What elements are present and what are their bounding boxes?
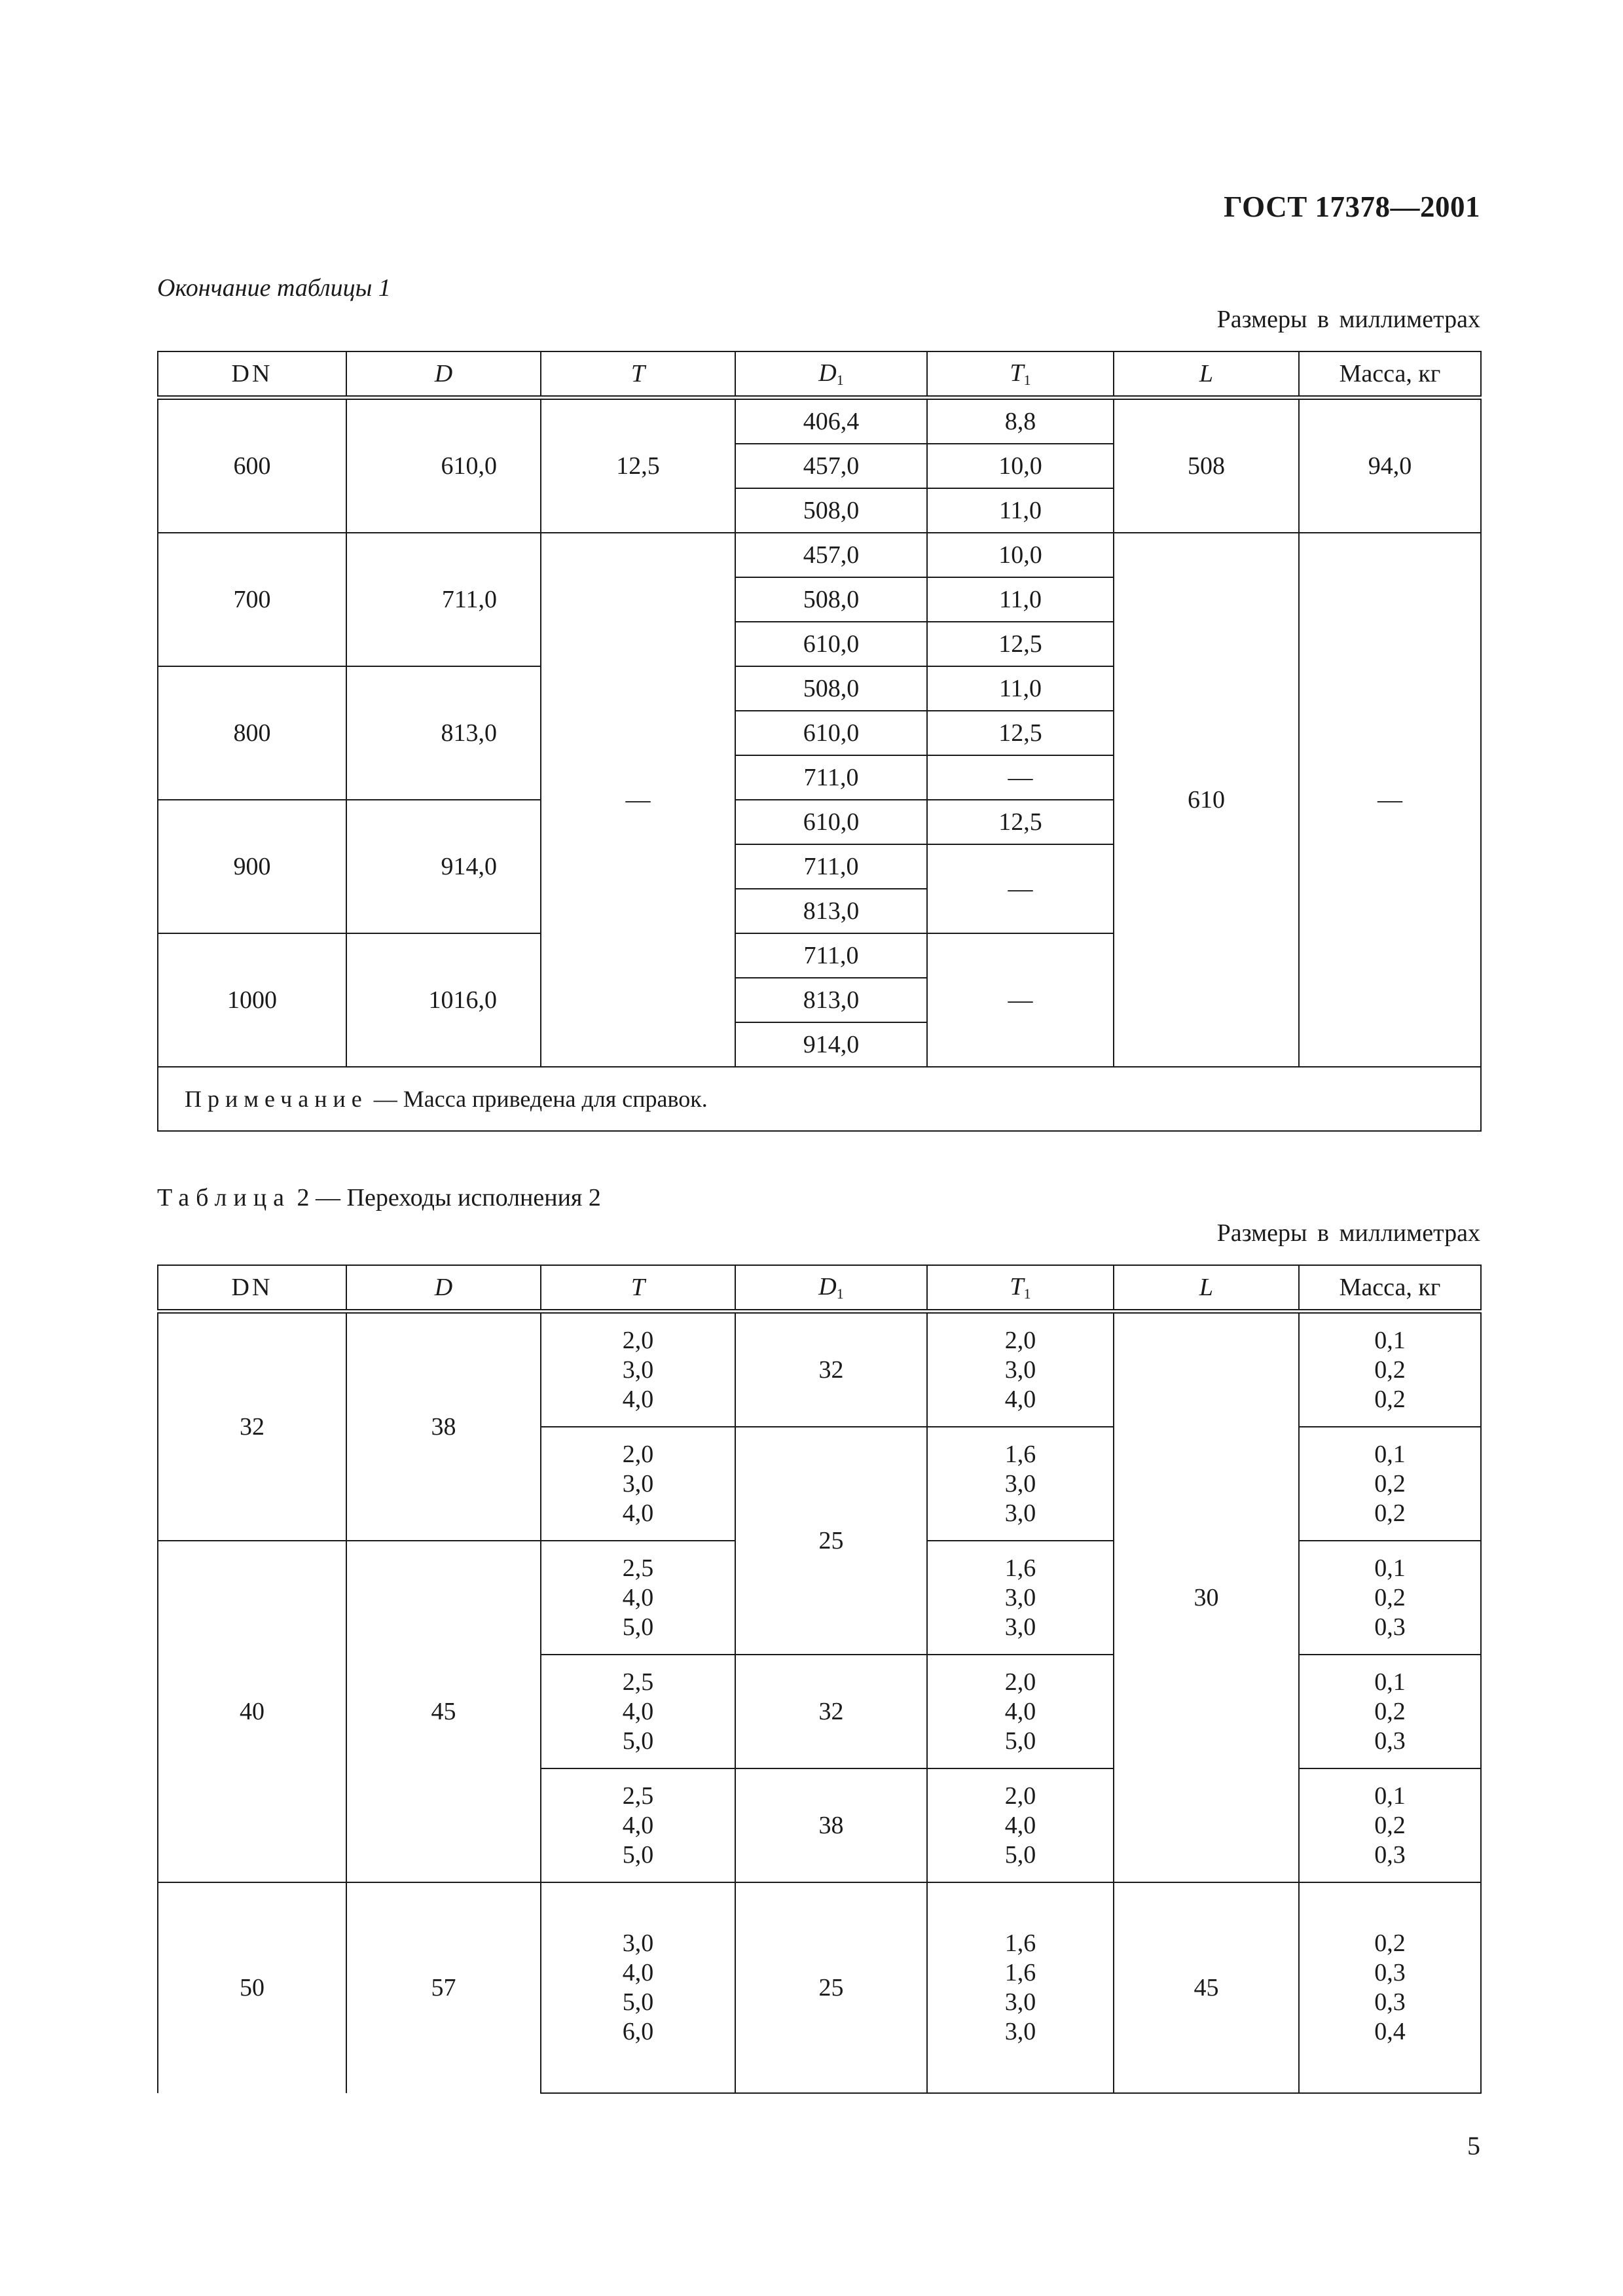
cell-d: 45 xyxy=(346,1541,541,1882)
cell-t1: 8,8 xyxy=(927,398,1114,444)
cell-d1: 711,0 xyxy=(735,933,927,978)
cell-l: 45 xyxy=(1114,1882,1299,2093)
cell-dn: 700 xyxy=(158,533,346,666)
table-row xyxy=(158,1882,1481,2093)
cell-t1: 2,0 3,0 4,0 xyxy=(927,1312,1114,1427)
cell-t1: 11,0 xyxy=(927,577,1114,622)
cell-d1: 508,0 xyxy=(735,488,927,533)
note-text: — Масса приведена для справок. xyxy=(367,1086,708,1112)
cell-d: 610,0 xyxy=(346,398,541,533)
col-header-t: T xyxy=(541,351,735,398)
cell-t1: 12,5 xyxy=(927,711,1114,755)
cell-d: 914,0 xyxy=(346,800,541,933)
cell-t1: 10,0 xyxy=(927,533,1114,577)
cell-d1: 508,0 xyxy=(735,666,927,711)
cell-d1: 610,0 xyxy=(735,622,927,666)
cell-t1: 12,5 xyxy=(927,800,1114,844)
col-header-dn: DN xyxy=(158,351,346,398)
cell-t1: 12,5 xyxy=(927,622,1114,666)
cell-t1: — xyxy=(927,844,1114,933)
cell-d: 813,0 xyxy=(346,666,541,800)
note-label: Примечание xyxy=(185,1086,368,1112)
col-header-dn: DN xyxy=(158,1265,346,1312)
cell-dn: 600 xyxy=(158,398,346,533)
cell-d1: 508,0 xyxy=(735,577,927,622)
col-header-t1: $T_1$ xyxy=(927,1265,1114,1312)
cell-mass: — xyxy=(1299,533,1481,1067)
cell-t1: 2,0 4,0 5,0 xyxy=(927,1655,1114,1768)
cell-t1: 1,6 3,0 3,0 xyxy=(927,1541,1114,1655)
cell-d1: 32 xyxy=(735,1655,927,1768)
cell-d1: 813,0 xyxy=(735,978,927,1022)
cell-dn: 900 xyxy=(158,800,346,933)
table-row xyxy=(158,533,1481,577)
cell-d1: 38 xyxy=(735,1768,927,1882)
col-header-mass: Масса, кг xyxy=(1299,351,1481,398)
table-row xyxy=(158,398,1481,444)
cell-t: 2,0 3,0 4,0 xyxy=(541,1427,735,1541)
table2-units-label: Размеры в миллиметрах xyxy=(1216,1219,1480,1247)
cell-d1: 610,0 xyxy=(735,800,927,844)
table2-grid xyxy=(157,1265,1482,2094)
cell-l: 30 xyxy=(1114,1312,1299,1883)
cell-t: 2,5 4,0 5,0 xyxy=(541,1655,735,1768)
cell-t: 12,5 xyxy=(541,398,735,533)
cell-d: 57 xyxy=(346,1882,541,2093)
table1-units-label: Размеры в миллиметрах xyxy=(1216,306,1480,333)
cell-t: 2,5 4,0 5,0 xyxy=(541,1541,735,1655)
cell-d1: 457,0 xyxy=(735,533,927,577)
table-note-row xyxy=(158,1067,1481,1131)
cell-t1: 11,0 xyxy=(927,488,1114,533)
table1-grid xyxy=(157,351,1482,1132)
cell-mass: 0,1 0,2 0,3 xyxy=(1299,1541,1481,1655)
col-header-l: L xyxy=(1114,351,1299,398)
col-header-l: L xyxy=(1114,1265,1299,1312)
cell-t1: 11,0 xyxy=(927,666,1114,711)
table1-header-row xyxy=(158,351,1481,398)
cell-t1: 1,6 1,6 3,0 3,0 xyxy=(927,1882,1114,2093)
cell-d: 38 xyxy=(346,1312,541,1541)
table-note xyxy=(158,1067,1481,1131)
cell-mass: 0,1 0,2 0,3 xyxy=(1299,1768,1481,1882)
cell-l: 610 xyxy=(1114,533,1299,1067)
table-continuation-label: Окончание таблицы 1 xyxy=(157,274,391,302)
col-header-d: D xyxy=(346,351,541,398)
cell-t: — xyxy=(541,533,735,1067)
col-header-mass: Масса, кг xyxy=(1299,1265,1481,1312)
cell-dn: 1000 xyxy=(158,933,346,1067)
col-header-d1: $D_1$ xyxy=(735,351,927,398)
cell-d: 1016,0 xyxy=(346,933,541,1067)
cell-t1: — xyxy=(927,755,1114,800)
cell-mass: 0,1 0,2 0,3 xyxy=(1299,1655,1481,1768)
cell-t: 3,0 4,0 5,0 6,0 xyxy=(541,1882,735,2093)
cell-t1: 2,0 4,0 5,0 xyxy=(927,1768,1114,1882)
cell-mass: 0,1 0,2 0,2 xyxy=(1299,1312,1481,1427)
cell-mass: 0,1 0,2 0,2 xyxy=(1299,1427,1481,1541)
cell-t1: 10,0 xyxy=(927,444,1114,488)
cell-d1: 25 xyxy=(735,1427,927,1655)
cell-d: 711,0 xyxy=(346,533,541,666)
cell-t1: — xyxy=(927,933,1114,1067)
cell-d1: 32 xyxy=(735,1312,927,1427)
cell-d1: 813,0 xyxy=(735,889,927,933)
table-row xyxy=(158,1312,1481,1427)
cell-mass: 0,2 0,3 0,3 0,4 xyxy=(1299,1882,1481,2093)
document-standard-number: ГОСТ 17378—2001 xyxy=(1224,190,1480,223)
cell-dn: 32 xyxy=(158,1312,346,1541)
cell-d1: 457,0 xyxy=(735,444,927,488)
table2-header-row xyxy=(158,1265,1481,1312)
col-header-t1: $T_1$ xyxy=(927,351,1114,398)
cell-dn: 50 xyxy=(158,1882,346,2093)
cell-d1: 914,0 xyxy=(735,1022,927,1067)
col-header-t: T xyxy=(541,1265,735,1312)
cell-t: 2,0 3,0 4,0 xyxy=(541,1312,735,1427)
cell-t1: 1,6 3,0 3,0 xyxy=(927,1427,1114,1541)
cell-l: 508 xyxy=(1114,398,1299,533)
cell-d1: 610,0 xyxy=(735,711,927,755)
cell-mass: 94,0 xyxy=(1299,398,1481,533)
cell-dn: 40 xyxy=(158,1541,346,1882)
cell-d1: 711,0 xyxy=(735,844,927,889)
col-header-d1: $D_1$ xyxy=(735,1265,927,1312)
cell-d1: 406,4 xyxy=(735,398,927,444)
cell-d1: 711,0 xyxy=(735,755,927,800)
col-header-d: D xyxy=(346,1265,541,1312)
cell-dn: 800 xyxy=(158,666,346,800)
cell-d1: 25 xyxy=(735,1882,927,2093)
table2-caption: Таблица 2 — Переходы исполнения 2 xyxy=(157,1184,601,1211)
cell-t: 2,5 4,0 5,0 xyxy=(541,1768,735,1882)
page-number: 5 xyxy=(1467,2131,1480,2161)
